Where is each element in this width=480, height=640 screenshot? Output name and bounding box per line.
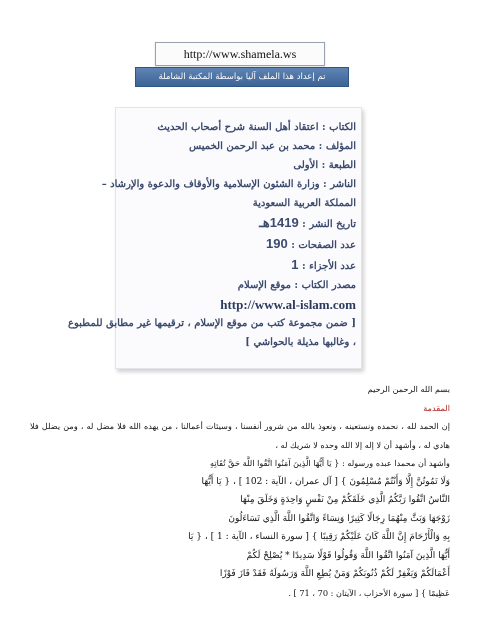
book-parts <box>106 255 356 276</box>
text-line: عَظِيمًا } [ سورة الأحزاب ، الآيتان : 70 ، 71 ] . <box>288 587 450 598</box>
text-line: أَعْمَالَكُمْ وَيَغْفِرْ لَكُمْ ذُنُوبَكُمْ وَمَنْ يُطِعِ اللَّهَ وَرَسُولَهُ فَقَدْ فَازَ فَوْزًا <box>219 569 450 579</box>
basmala: بسم الله الرحمن الرحيم <box>367 384 450 394</box>
text-line: بِهِ وَالْأَرْحَامَ إِنَّ اللَّهَ كَانَ عَلَيْكُمْ رَقِيبًا } [ سورة النساء ، الآية : 1 ] ، { يَا <box>188 532 450 542</box>
book-title: الكتاب : اعتقاد أهل السنة شرح أصحاب الحديث <box>157 122 356 133</box>
book-publisher-line2: المملكة العربية السعودية <box>252 198 356 209</box>
book-pages <box>106 234 356 255</box>
site-url-box: http://www.shamela.ws <box>155 42 325 66</box>
text-line: النَّاسُ اتَّقُوا رَبَّكُمُ الَّذِي خَلَقَكُمْ مِنْ نَفْسٍ وَاحِدَةٍ وَخَلَقَ مِنْهَا <box>240 495 450 505</box>
pages-label: عدد الصفحات : <box>287 240 356 251</box>
book-note-line2: ، وغالبها مذيلة بالحواشي ] <box>245 337 356 348</box>
book-publisher-line1: الناشر : وزارة الشئون الإسلامية والأوقاف والدعوة والإرشاد – <box>101 179 356 190</box>
book-metadata <box>68 118 356 352</box>
pages-value: 190 <box>266 236 288 251</box>
section-heading: المقدمة <box>423 402 450 413</box>
book-author: المؤلف : محمد بن عبد الرحمن الخميس <box>189 141 356 152</box>
text-line: وَلَا تَمُوتُنَّ إِلَّا وَأَنْتُمْ مُسْلِمُونَ } [ آل عمران ، الآية : 102 ] ، { يَا أَيُّهَا <box>201 476 450 487</box>
book-note-line1: [ ضمن مجموعة كتب من موقع الإسلام ، ترقيمها غير مطابق للمطبوع <box>68 318 356 329</box>
book-edition: الطبعة : الأولى <box>293 160 356 171</box>
text-line: أَيُّهَا الَّذِينَ آمَنُوا اتَّقُوا اللَّهَ وَقُولُوا قَوْلًا سَدِيدًا * يُصْلِحْ لَكُمْ <box>246 550 450 561</box>
pub-date-value: 1419هـ <box>259 215 299 230</box>
parts-value: 1 <box>291 257 299 272</box>
text-line: وأشهد أن محمدا عبده ورسوله : { يَا أَيُّهَا الَّذِينَ آمَنُوا اتَّقُوا اللَّهَ حَقَّ تُقَاتِهِ <box>209 458 450 468</box>
parts-label: عدد الأجزاء : <box>298 261 356 272</box>
book-pub-date <box>106 213 356 234</box>
intro-paragraph: إن الحمد لله ، نحمده ونستعينه ، ونعوذ بالله من شرور أنفسنا ، وسيئات أعمالنا ، من يهده الله فلا مضل له ، ومن يضلل فلا هادي له ، وأشهد أن لا إله إلا الله وحده لا شريك له ، <box>30 421 450 450</box>
book-source: مصدر الكتاب : موقع الإسلام <box>237 280 356 291</box>
text-line: زَوْجَهَا وَبَثَّ مِنْهُمَا رِجَالًا كَثِيرًا وَنِسَاءً وَاتَّقُوا اللَّهَ الَّذِي تَسَاءَلُونَ <box>228 513 450 524</box>
book-body <box>30 380 450 602</box>
pub-date-label: تاريخ النشر : <box>298 219 356 230</box>
shamela-banner: تم إعداد هذا الملف آليا بواسطة المكتبة الشاملة <box>135 67 349 87</box>
source-url-link[interactable]: http://www.al-islam.com <box>220 297 356 312</box>
